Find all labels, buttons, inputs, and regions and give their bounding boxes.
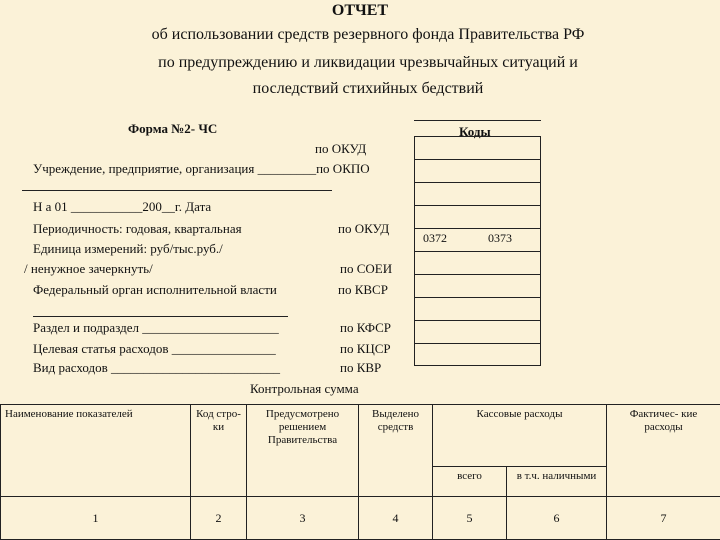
federal-body-underline xyxy=(33,316,288,317)
subtitle-line-1: об использовании средств резервного фонда Правительства РФ xyxy=(151,26,585,43)
header-cash-of-which: в т.ч. наличными xyxy=(507,467,607,497)
expense-type-field: Вид расходов __________________________ xyxy=(33,360,280,375)
code-cell-kcsr xyxy=(414,297,541,320)
column-number: 6 xyxy=(507,497,607,540)
control-sum-label: Контрольная сумма xyxy=(250,381,359,396)
okei-label: по СОЕИ xyxy=(340,261,393,276)
codes-header-cell xyxy=(414,120,541,136)
kvr-label: по КВР xyxy=(340,360,382,375)
institution-field: Учреждение, предприятие, организация _________по ОКПО xyxy=(33,161,370,176)
column-numbers-row xyxy=(1,497,720,540)
kfsr-label: по КФСР xyxy=(340,320,391,335)
subtitle-line-3: последствий стихийных бедствий xyxy=(252,80,484,97)
header-code: Код стро- ки xyxy=(191,405,247,497)
form-name: Форма №2- ЧС xyxy=(128,121,218,136)
codes-label: Коды xyxy=(459,124,491,139)
code-cell-kvr xyxy=(414,320,541,343)
column-number: 7 xyxy=(607,497,720,540)
code-cell-kvsr xyxy=(414,251,541,274)
column-number: 3 xyxy=(247,497,359,540)
code-cell-okud xyxy=(414,136,541,159)
code-value-b: 0373 xyxy=(488,231,512,245)
header-actual: Фактичес- кие расходы xyxy=(607,405,720,497)
table-header-row xyxy=(1,405,720,467)
code-cell-control-sum xyxy=(414,343,541,366)
code-cell-kfsr xyxy=(414,274,541,297)
subtitle-line-2: по предупреждению и ликвидации чрезвычайных ситуаций и xyxy=(158,54,578,71)
date-field: Н а 01 ___________200__г. Дата xyxy=(33,199,212,214)
code-cell-date xyxy=(414,182,541,205)
column-number: 1 xyxy=(1,497,191,540)
institution-underline xyxy=(22,190,332,191)
header-name: Наименование показателей xyxy=(1,405,191,497)
periodicity-field: Периодичность: годовая, квартальная xyxy=(33,221,242,236)
header-planned: Предусмотрено решением Правительства xyxy=(247,405,359,497)
okud-label-1: по ОКУД xyxy=(315,141,367,156)
column-number: 5 xyxy=(433,497,507,540)
code-cell-okpo xyxy=(414,159,541,182)
okud-label-2: по ОКУД xyxy=(338,221,390,236)
header-allocated: Выделено средств xyxy=(359,405,433,497)
code-cell-okud-2 xyxy=(414,205,541,228)
code-cell-okei xyxy=(414,228,541,251)
column-number: 2 xyxy=(191,497,247,540)
section-field: Раздел и подраздел _____________________ xyxy=(33,320,279,335)
codes-column xyxy=(414,120,541,366)
code-value-a: 0372 xyxy=(423,231,447,245)
federal-body-field: Федеральный орган исполнительной власти xyxy=(33,282,277,297)
report-table xyxy=(0,404,720,540)
column-number: 4 xyxy=(359,497,433,540)
kcsr-label: по КЦСР xyxy=(340,341,391,356)
target-article-field: Целевая статья расходов ________________ xyxy=(33,341,276,356)
strike-note: / ненужное зачеркнуть/ xyxy=(24,261,153,276)
kvsr-label: по КВСР xyxy=(338,282,388,297)
header-cash: Кассовые расходы xyxy=(433,405,607,467)
report-title: ОТЧЕТ xyxy=(331,2,389,19)
header-cash-total: всего xyxy=(433,467,507,497)
unit-field: Единица измерений: руб/тыс.руб./ xyxy=(33,241,223,256)
